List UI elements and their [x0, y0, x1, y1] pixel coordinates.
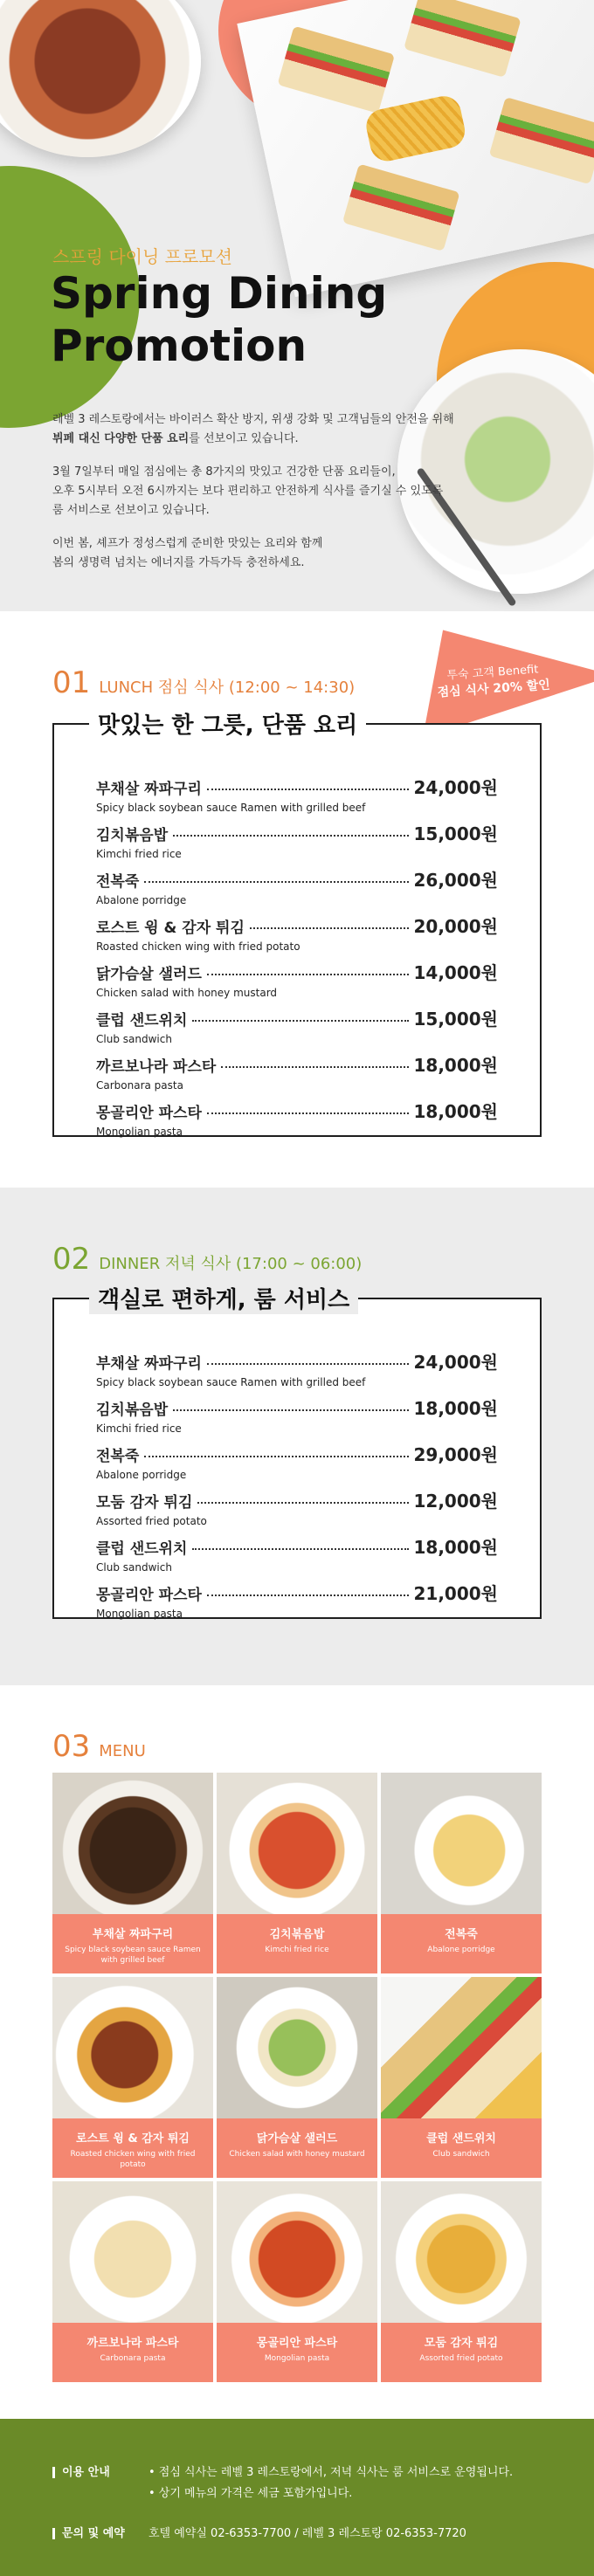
caption-english: Club sandwich	[432, 2150, 490, 2159]
lunch-menu-box	[52, 713, 542, 1138]
menu-item	[96, 1441, 498, 1487]
menu-photo-card	[52, 2181, 213, 2382]
leader-dots	[221, 1066, 408, 1068]
kimchi-rice-photo	[217, 1773, 377, 1914]
menu-item-name: 닭가슴살 샐러드	[96, 966, 202, 983]
intro-text: 3월 7일부터 매일 점심에는 총 8가지의 맛있고 건강한 단품 요리들이,	[52, 465, 396, 479]
section-number: 02	[52, 1242, 91, 1277]
sandwich-plate-image	[237, 0, 594, 297]
section-number: 03	[52, 1729, 91, 1764]
menu-item-name: 클럽 샌드위치	[96, 1012, 188, 1030]
lunch-section	[0, 611, 594, 1188]
menu-photo-card	[381, 1773, 542, 1973]
photo-caption	[52, 1914, 213, 1973]
caption-english: Assorted fried potato	[419, 2354, 503, 2363]
menu-item-price: 12,000원	[413, 1491, 498, 1512]
caption-english: Carbonara pasta	[100, 2354, 166, 2363]
menu-item-name: 로스트 윙 & 감자 튀김	[96, 920, 245, 937]
menu-item-name: 모둠 감자 튀김	[96, 1494, 193, 1512]
menu-item-price: 15,000원	[413, 823, 498, 844]
dinner-menu-box	[52, 1287, 542, 1620]
caption-english: Spicy black soybean sauce Ramen with grilled beef	[65, 1946, 201, 1965]
usage-info-label-text: 이용 안내	[62, 2466, 110, 2479]
intro-paragraph-1	[52, 410, 507, 449]
salad-photo	[217, 1977, 377, 2118]
lunch-item-list	[54, 725, 540, 1144]
photo-caption	[217, 1914, 377, 1973]
hero-section	[0, 0, 594, 611]
menu-item	[96, 1098, 498, 1144]
menu-item	[96, 1395, 498, 1441]
benefit-badge	[376, 611, 577, 725]
menu-photo-grid	[52, 1773, 542, 2382]
footer	[0, 2419, 594, 2576]
menu-item-row	[96, 866, 498, 892]
intro-paragraph-3	[52, 534, 507, 573]
menu-item-english: Abalone porridge	[96, 1469, 187, 1481]
menu-item-row	[96, 774, 498, 799]
leader-dots	[207, 789, 409, 790]
caption-english: Mongolian pasta	[264, 2354, 330, 2363]
porridge-photo	[381, 1773, 542, 1914]
menu-item-row	[96, 1533, 498, 1559]
menu-item-price: 18,000원	[413, 1537, 498, 1558]
menu-item-english: Mongolian pasta	[96, 1126, 183, 1138]
menu-item-english: Assorted fried potato	[96, 1515, 207, 1527]
menu-item-name: 전복죽	[96, 1448, 140, 1465]
caption-name: 클럽 샌드위치	[426, 2132, 496, 2146]
menu-item-english: Spicy black soybean sauce Ramen with grilled beef	[96, 1376, 366, 1388]
carbonara-photo	[52, 2181, 213, 2323]
wings-photo	[52, 1977, 213, 2118]
photo-caption	[52, 2323, 213, 2382]
leader-dots	[192, 1548, 408, 1550]
photo-caption	[52, 2118, 213, 2178]
usage-info-line: • 상기 메뉴의 가격은 세금 포함가입니다.	[148, 2487, 353, 2500]
menu-item-name: 몽골리안 파스타	[96, 1587, 202, 1604]
usage-info-label	[52, 2462, 148, 2504]
photo-caption	[381, 2118, 542, 2178]
menu-item-english: Abalone porridge	[96, 894, 187, 906]
menu-item-price: 18,000원	[413, 1101, 498, 1122]
menu-item	[96, 1051, 498, 1098]
caption-name: 까르보나라 파스타	[86, 2337, 179, 2350]
usage-info	[52, 2462, 513, 2504]
usage-info-line: • 점심 식사는 레벨 3 레스토랑에서, 저녁 식사는 룸 서비스로 운영됩니다.	[148, 2466, 514, 2479]
menu-item-english: Spicy black soybean sauce Ramen with grilled beef	[96, 802, 366, 814]
caption-english: Chicken salad with honey mustard	[229, 2150, 365, 2159]
hero-intro	[52, 410, 507, 587]
menu-item	[96, 1348, 498, 1395]
section-number: 01	[52, 665, 91, 700]
fries-photo	[381, 2181, 542, 2323]
menu-item-english: Chicken salad with honey mustard	[96, 987, 278, 999]
menu-item-name: 부채살 짜파구리	[96, 781, 202, 798]
menu-item-name: 부채살 짜파구리	[96, 1355, 202, 1373]
menu-gallery-section	[0, 1685, 594, 2419]
intro-highlight: 뷔페 대신 다양한 단품 요리	[52, 432, 190, 445]
intro-text: 이번 봄, 셰프가 정성스럽게 준비한 맛있는 요리와 함께	[52, 537, 323, 550]
menu-item-name: 김치볶음밥	[96, 1402, 169, 1419]
leader-dots	[207, 1595, 409, 1596]
menu-item-row	[96, 1487, 498, 1512]
leader-dots	[207, 1363, 409, 1365]
menu-item-row	[96, 1580, 498, 1605]
leader-dots	[173, 835, 408, 837]
menu-item-row	[96, 1395, 498, 1420]
menu-item-row	[96, 913, 498, 938]
menu-photo-card	[217, 1773, 377, 1973]
leader-dots	[173, 1409, 408, 1411]
menu-photo-card	[52, 1773, 213, 1973]
section-label: LUNCH 점심 식사 (12:00 ~ 14:30)	[99, 678, 356, 697]
caption-english: Roasted chicken wing with fried potato	[70, 2150, 196, 2169]
photo-caption	[381, 2323, 542, 2382]
menu-item	[96, 1005, 498, 1051]
menu-item-price: 24,000원	[413, 1352, 498, 1373]
caption-english: Kimchi fried rice	[265, 1946, 329, 1954]
menu-item-price: 15,000원	[413, 1009, 498, 1030]
menu-item-row	[96, 1098, 498, 1123]
menu-item-name: 김치볶음밥	[96, 827, 169, 844]
black-noodle-photo	[52, 1773, 213, 1914]
section-label: MENU	[99, 1742, 146, 1760]
hero-kicker: 스프링 다이닝 프로모션	[52, 246, 232, 267]
leader-dots	[207, 974, 409, 975]
menu-item-price: 14,000원	[413, 962, 498, 983]
caption-name: 모둠 감자 튀김	[424, 2337, 499, 2350]
benefit-line-1: 투숙 고객 Benefit	[446, 663, 539, 683]
benefit-line-2: 점심 식사 20% 할인	[437, 678, 551, 700]
menu-item	[96, 1533, 498, 1580]
intro-text: 봄의 생명력 넘치는 에너지를 가득가득 충전하세요.	[52, 556, 305, 569]
menu-item	[96, 1580, 498, 1626]
dinner-item-list	[54, 1299, 540, 1626]
menu-item	[96, 1487, 498, 1533]
menu-item	[96, 820, 498, 866]
menu-photo-card	[217, 1977, 377, 2178]
caption-name: 김치볶음밥	[269, 1928, 325, 1941]
intro-text: 룸 서비스로 선보이고 있습니다.	[52, 504, 210, 517]
leader-dots	[207, 1112, 409, 1114]
sandwich-photo	[381, 1977, 542, 2118]
intro-text: 레벨 3 레스토랑에서는 바이러스 확산 방지, 위생 강화 및 고객님들의 안전을 위해	[52, 413, 454, 426]
leader-dots	[192, 1020, 408, 1022]
menu-item-price: 18,000원	[413, 1398, 498, 1419]
caption-name: 몽골리안 파스타	[256, 2337, 338, 2350]
intro-paragraph-2	[52, 463, 507, 520]
menu-photo-card	[52, 1977, 213, 2178]
dinner-section-header	[52, 1242, 362, 1277]
menu-item	[96, 866, 498, 913]
caption-name: 로스트 윙 & 감자 튀김	[76, 2132, 190, 2146]
intro-text: 를 선보이고 있습니다.	[189, 432, 299, 445]
caption-name: 전복죽	[445, 1928, 478, 1941]
page-title	[51, 267, 418, 372]
menu-item-row	[96, 1005, 498, 1030]
mongolian-photo	[217, 2181, 377, 2323]
menu-item	[96, 959, 498, 1005]
menu-item-name: 클럽 샌드위치	[96, 1540, 188, 1558]
menu-item-english: Kimchi fried rice	[96, 1422, 182, 1435]
leader-dots	[197, 1502, 408, 1504]
leader-dots	[250, 927, 409, 929]
menu-item-price: 24,000원	[413, 777, 498, 798]
contact-text: 호텔 예약실 02-6353-7700 / 레벨 3 레스토랑 02-6353-7720	[148, 2527, 466, 2540]
contact-label	[52, 2524, 148, 2540]
lunch-heading: 맛있는 한 그릇, 단품 요리	[89, 707, 366, 740]
menu-item-row	[96, 1441, 498, 1466]
leader-dots	[144, 881, 408, 883]
section-label: DINNER 저녁 식사 (17:00 ~ 06:00)	[99, 1255, 363, 1273]
menu-item-row	[96, 1051, 498, 1077]
menu-item-english: Club sandwich	[96, 1033, 172, 1045]
photo-caption	[217, 2323, 377, 2382]
menu-item-english: Carbonara pasta	[96, 1079, 183, 1092]
menu-item-english: Mongolian pasta	[96, 1608, 183, 1620]
menu-photo-card	[217, 2181, 377, 2382]
caption-name: 닭가슴살 샐러드	[256, 2132, 338, 2146]
menu-item-price: 26,000원	[413, 870, 498, 891]
menu-item-price: 20,000원	[413, 916, 498, 937]
dinner-section	[0, 1188, 594, 1685]
menu-photo-card	[381, 1977, 542, 2178]
menu-item	[96, 774, 498, 820]
menu-item-price: 21,000원	[413, 1583, 498, 1604]
caption-english: Abalone porridge	[427, 1946, 495, 1954]
usage-info-text	[148, 2462, 513, 2504]
intro-text: 오후 5시부터 오전 6시까지는 보다 편리하고 안전하게 식사를 즐기실 수 있도록	[52, 485, 444, 498]
contact-info	[52, 2524, 466, 2540]
menu-item	[96, 913, 498, 959]
photo-caption	[217, 2118, 377, 2178]
gallery-section-header	[52, 1729, 146, 1764]
menu-photo-card	[381, 2181, 542, 2382]
menu-item-english: Roasted chicken wing with fried potato	[96, 940, 300, 953]
title-line-2: Promotion	[51, 320, 307, 371]
contact-label-text: 문의 및 예약	[62, 2527, 125, 2540]
menu-item-name: 까르보나라 파스타	[96, 1058, 217, 1076]
menu-item-price: 18,000원	[413, 1055, 498, 1076]
title-line-1: Spring Dining	[51, 268, 388, 319]
menu-item-row	[96, 1348, 498, 1374]
dinner-heading: 객실로 편하게, 룸 서비스	[89, 1282, 358, 1314]
menu-item-name: 전복죽	[96, 873, 140, 891]
menu-item-english: Club sandwich	[96, 1561, 172, 1574]
menu-item-row	[96, 820, 498, 845]
menu-item-price: 29,000원	[413, 1444, 498, 1465]
photo-caption	[381, 1914, 542, 1973]
caption-name: 부채살 짜파구리	[92, 1928, 174, 1941]
menu-item-row	[96, 959, 498, 984]
pasta-plate-image	[0, 0, 201, 157]
menu-item-english: Kimchi fried rice	[96, 848, 182, 860]
menu-item-name: 몽골리안 파스타	[96, 1105, 202, 1122]
lunch-section-header	[52, 665, 355, 700]
leader-dots	[144, 1456, 408, 1457]
